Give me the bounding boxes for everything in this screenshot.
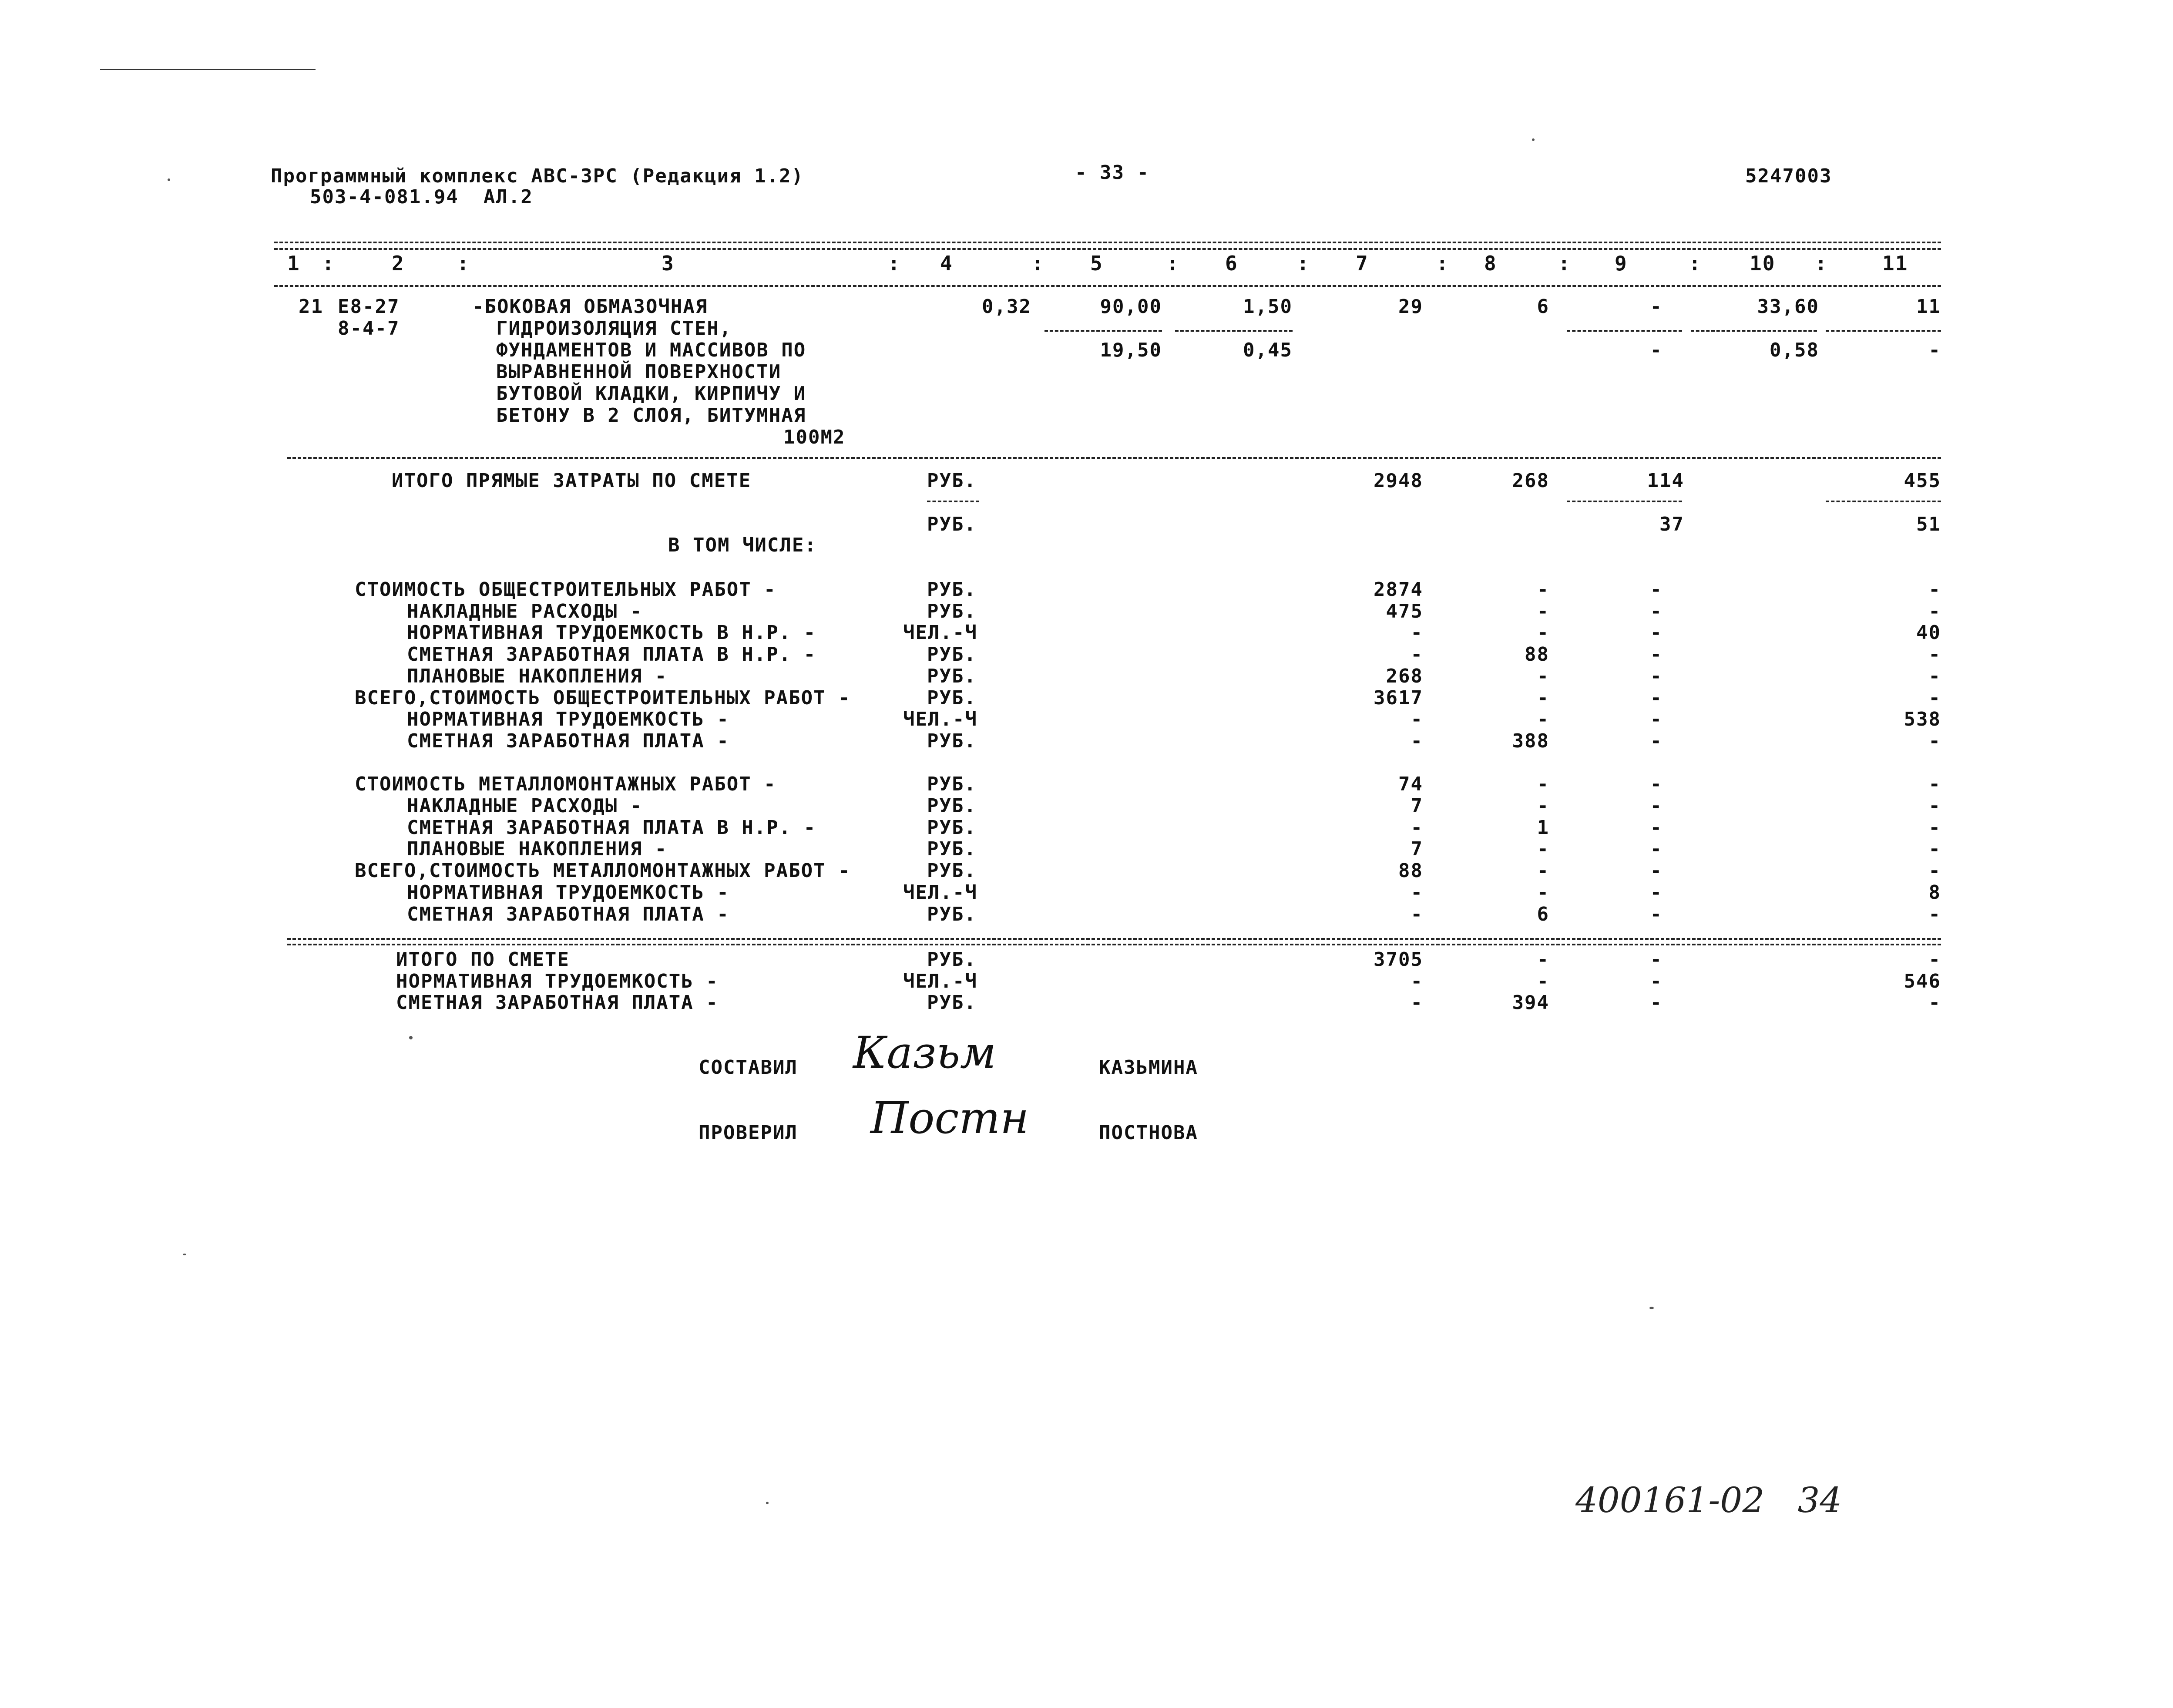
row-unit: ЧЕЛ.-Ч (903, 708, 977, 731)
composed-signature: Казьм (853, 1027, 996, 1078)
scan-speck (1649, 1307, 1654, 1309)
item-desc-line: -БОКОВАЯ ОБМАЗОЧНАЯ (472, 296, 708, 318)
row-col11: - (1928, 795, 1941, 817)
row-col8: - (1537, 970, 1549, 992)
item-col5-secondary: 19,50 (1100, 339, 1162, 361)
row-label: СМЕТНАЯ ЗАРАБОТНАЯ ПЛАТА В Н.Р. - (407, 816, 816, 839)
item-desc-line: ГИДРОИЗОЛЯЦИЯ СТЕН, (496, 317, 732, 340)
row-col7: 74 (1398, 773, 1423, 796)
item-col11-secondary: - (1928, 339, 1941, 361)
row-unit: РУБ. (927, 838, 977, 861)
column-header-7: 7 (1356, 252, 1369, 275)
row-col11: - (1928, 643, 1941, 666)
section-rule (287, 944, 1941, 945)
row-col11: - (1928, 773, 1941, 796)
row-col9: - (1650, 665, 1662, 687)
row-unit: РУБ. (927, 860, 977, 882)
total-col9-secondary: 37 (1659, 513, 1684, 535)
row-col7: - (1411, 643, 1423, 666)
item-code-secondary: 8-4-7 (338, 317, 400, 340)
column-header-4: 4 (940, 252, 953, 275)
column-header-6: 6 (1225, 252, 1238, 275)
row-label: ВСЕГО,СТОИМОСТЬ ОБЩЕСТРОИТЕЛЬНЫХ РАБОТ - (355, 686, 851, 709)
total-col11-secondary: 51 (1916, 513, 1941, 535)
doc-number: 5247003 (1745, 165, 1832, 187)
row-col8: 1 (1537, 816, 1549, 839)
item-sub-rule (1691, 330, 1817, 332)
row-unit: РУБ. (927, 948, 977, 971)
row-unit: ЧЕЛ.-Ч (903, 622, 977, 644)
row-col9: - (1650, 578, 1662, 601)
row-col7: 475 (1386, 600, 1423, 622)
scan-speck (766, 1502, 769, 1504)
section-rule (287, 457, 1941, 459)
column-header-8: 8 (1484, 252, 1497, 275)
program-title: Программный комплекс АВС-3РС (Редакция 1.2) (271, 165, 804, 187)
including-label: В ТОМ ЧИСЛЕ: (668, 534, 817, 556)
row-col8: - (1537, 948, 1549, 971)
column-separator: : (1689, 252, 1702, 275)
row-unit: ЧЕЛ.-Ч (903, 970, 977, 992)
page-number: - 33 - (1075, 161, 1149, 184)
row-col8: - (1537, 686, 1549, 709)
row-col7: - (1411, 730, 1423, 752)
row-col8: - (1537, 838, 1549, 861)
row-col7: - (1411, 708, 1423, 731)
row-label: ПЛАНОВЫЕ НАКОПЛЕНИЯ - (407, 838, 668, 861)
checked-label: ПРОВЕРИЛ (699, 1122, 798, 1144)
scan-speck (168, 178, 170, 181)
row-label: ПЛАНОВЫЕ НАКОПЛЕНИЯ - (407, 665, 668, 687)
section-rule (287, 938, 1941, 940)
row-label: СМЕТНАЯ ЗАРАБОТНАЯ ПЛАТА В Н.Р. - (407, 643, 816, 666)
total-col8: 268 (1512, 470, 1549, 492)
row-col9: - (1650, 992, 1662, 1014)
row-col11: - (1928, 600, 1941, 622)
row-unit: ЧЕЛ.-Ч (903, 881, 977, 904)
total-col9: 114 (1647, 470, 1684, 492)
checked-name: ПОСТНОВА (1099, 1122, 1198, 1144)
row-unit: РУБ. (927, 600, 977, 622)
column-separator: : (322, 252, 335, 275)
row-label: ВСЕГО,СТОИМОСТЬ МЕТАЛЛОМОНТАЖНЫХ РАБОТ - (355, 860, 851, 882)
row-col8: 394 (1512, 992, 1549, 1014)
row-col9: - (1650, 773, 1662, 796)
row-label: ИТОГО ПО СМЕТЕ (396, 948, 570, 971)
total-col7: 2948 (1374, 470, 1423, 492)
column-separator: : (1297, 252, 1310, 275)
row-unit: РУБ. (927, 686, 977, 709)
column-separator: : (1436, 252, 1449, 275)
column-separator: : (1558, 252, 1571, 275)
row-unit: РУБ. (927, 773, 977, 796)
item-sub-rule (1045, 330, 1162, 332)
row-col7: - (1411, 903, 1423, 925)
row-col7: - (1411, 881, 1423, 904)
doc-code: 503-4-081.94 АЛ.2 (310, 186, 533, 208)
row-col7: 268 (1386, 665, 1423, 687)
item-number: 21 (299, 296, 323, 318)
column-separator: : (1815, 252, 1828, 275)
item-col9: - (1650, 296, 1662, 318)
item-desc-line: БУТОВОЙ КЛАДКИ, КИРПИЧУ И (496, 383, 806, 405)
row-label: СТОИМОСТЬ ОБЩЕСТРОИТЕЛЬНЫХ РАБОТ - (355, 578, 776, 601)
margin-line (100, 69, 316, 70)
row-unit: РУБ. (927, 665, 977, 687)
row-col11: - (1928, 730, 1941, 752)
row-col11: - (1928, 578, 1941, 601)
item-col7: 29 (1398, 296, 1423, 318)
item-col9-secondary: - (1650, 339, 1662, 361)
row-col8: 88 (1525, 643, 1549, 666)
total-col11: 455 (1904, 470, 1941, 492)
row-col7: - (1411, 622, 1423, 644)
item-col10: 33,60 (1757, 296, 1819, 318)
scan-speck (1532, 138, 1535, 141)
row-col9: - (1650, 600, 1662, 622)
row-col11: - (1928, 903, 1941, 925)
header-rule-top2 (274, 248, 1941, 250)
row-col7: - (1411, 816, 1423, 839)
row-unit: РУБ. (927, 643, 977, 666)
row-col9: - (1650, 686, 1662, 709)
row-col8: - (1537, 773, 1549, 796)
row-col9: - (1650, 816, 1662, 839)
row-label: НАКЛАДНЫЕ РАСХОДЫ - (407, 600, 643, 622)
item-desc-line: ВЫРАВНЕННОЙ ПОВЕРХНОСТИ (496, 361, 782, 383)
row-col8: - (1537, 881, 1549, 904)
row-col11: - (1928, 838, 1941, 861)
item-desc-line: ФУНДАМЕНТОВ И МАССИВОВ ПО (496, 339, 806, 361)
header-rule-bottom (274, 285, 1941, 287)
row-col9: - (1650, 838, 1662, 861)
total-sub-rule (1826, 501, 1941, 502)
row-label: СМЕТНАЯ ЗАРАБОТНАЯ ПЛАТА - (407, 730, 729, 752)
item-sub-rule (1175, 330, 1293, 332)
item-col10-secondary: 0,58 (1770, 339, 1819, 361)
row-col9: - (1650, 903, 1662, 925)
row-unit: РУБ. (927, 795, 977, 817)
row-col9: - (1650, 643, 1662, 666)
total-sub-rule (927, 501, 979, 502)
column-separator: : (888, 252, 901, 275)
row-label: НОРМАТИВНАЯ ТРУДОЕМКОСТЬ - (396, 970, 719, 992)
row-unit: РУБ. (927, 730, 977, 752)
row-col7: - (1411, 992, 1423, 1014)
row-label: НОРМАТИВНАЯ ТРУДОЕМКОСТЬ - (407, 881, 729, 904)
row-label: СМЕТНАЯ ЗАРАБОТНАЯ ПЛАТА - (407, 903, 729, 925)
row-col9: - (1650, 881, 1662, 904)
row-col8: 6 (1537, 903, 1549, 925)
scan-speck (409, 1036, 413, 1039)
item-sub-rule (1567, 330, 1682, 332)
total-unit: РУБ. (927, 470, 977, 492)
row-col9: - (1650, 795, 1662, 817)
row-col9: - (1650, 970, 1662, 992)
row-col11: 538 (1904, 708, 1941, 731)
column-header-10: 10 (1750, 252, 1776, 275)
row-col8: 388 (1512, 730, 1549, 752)
item-col4: 0,32 (982, 296, 1031, 318)
scan-speck (183, 1254, 186, 1255)
row-col11: - (1928, 686, 1941, 709)
row-label: НОРМАТИВНАЯ ТРУДОЕМКОСТЬ В Н.Р. - (407, 622, 816, 644)
row-unit: РУБ. (927, 992, 977, 1014)
row-col8: - (1537, 708, 1549, 731)
row-col11: - (1928, 992, 1941, 1014)
row-col9: - (1650, 622, 1662, 644)
row-col11: 40 (1916, 622, 1941, 644)
row-label: НАКЛАДНЫЕ РАСХОДЫ - (407, 795, 643, 817)
row-label: НОРМАТИВНАЯ ТРУДОЕМКОСТЬ - (407, 708, 729, 731)
column-separator: : (1166, 252, 1179, 275)
row-col9: - (1650, 708, 1662, 731)
column-separator: : (1031, 252, 1045, 275)
checked-signature: Постн (870, 1093, 1029, 1143)
item-unit: 100М2 (783, 426, 846, 448)
column-header-9: 9 (1615, 252, 1628, 275)
column-header-2: 2 (392, 252, 405, 275)
row-col9: - (1650, 948, 1662, 971)
row-col11: 8 (1928, 881, 1941, 904)
row-col7: 88 (1398, 860, 1423, 882)
header-rule-top (274, 242, 1941, 243)
row-col8: - (1537, 665, 1549, 687)
item-col5: 90,00 (1100, 296, 1162, 318)
row-unit: РУБ. (927, 816, 977, 839)
item-col6-secondary: 0,45 (1243, 339, 1293, 361)
item-col11: 11 (1916, 296, 1941, 318)
row-col7: 2874 (1374, 578, 1423, 601)
handwritten-archive-number: 400161-02 34 (1575, 1480, 1842, 1520)
row-col8: - (1537, 622, 1549, 644)
row-unit: РУБ. (927, 903, 977, 925)
row-col7: 7 (1411, 838, 1423, 861)
item-col8: 6 (1537, 296, 1549, 318)
row-col9: - (1650, 730, 1662, 752)
total-sub-rule (1567, 501, 1682, 502)
row-col11: 546 (1904, 970, 1941, 992)
row-col7: - (1411, 970, 1423, 992)
composed-name: КАЗЬМИНА (1099, 1056, 1198, 1079)
row-col11: - (1928, 860, 1941, 882)
row-unit: РУБ. (927, 578, 977, 601)
row-col8: - (1537, 795, 1549, 817)
row-col9: - (1650, 860, 1662, 882)
column-header-11: 11 (1882, 252, 1908, 275)
row-col8: - (1537, 600, 1549, 622)
row-col11: - (1928, 665, 1941, 687)
row-col8: - (1537, 860, 1549, 882)
row-col7: 3705 (1374, 948, 1423, 971)
total-label: ИТОГО ПРЯМЫЕ ЗАТРАТЫ ПО СМЕТЕ (392, 470, 752, 492)
row-col7: 3617 (1374, 686, 1423, 709)
row-col11: - (1928, 948, 1941, 971)
item-sub-rule (1826, 330, 1941, 332)
row-col8: - (1537, 578, 1549, 601)
item-desc-line: БЕТОНУ В 2 СЛОЯ, БИТУМНАЯ (496, 404, 806, 427)
total-unit-secondary: РУБ. (927, 513, 977, 535)
column-header-3: 3 (662, 252, 675, 275)
row-col7: 7 (1411, 795, 1423, 817)
column-separator: : (457, 252, 470, 275)
row-label: СМЕТНАЯ ЗАРАБОТНАЯ ПЛАТА - (396, 992, 719, 1014)
item-col6: 1,50 (1243, 296, 1293, 318)
row-col11: - (1928, 816, 1941, 839)
item-code: Е8-27 (338, 296, 400, 318)
column-header-5: 5 (1090, 252, 1103, 275)
column-header-1: 1 (287, 252, 300, 275)
composed-label: СОСТАВИЛ (699, 1056, 798, 1079)
row-label: СТОИМОСТЬ МЕТАЛЛОМОНТАЖНЫХ РАБОТ - (355, 773, 776, 796)
